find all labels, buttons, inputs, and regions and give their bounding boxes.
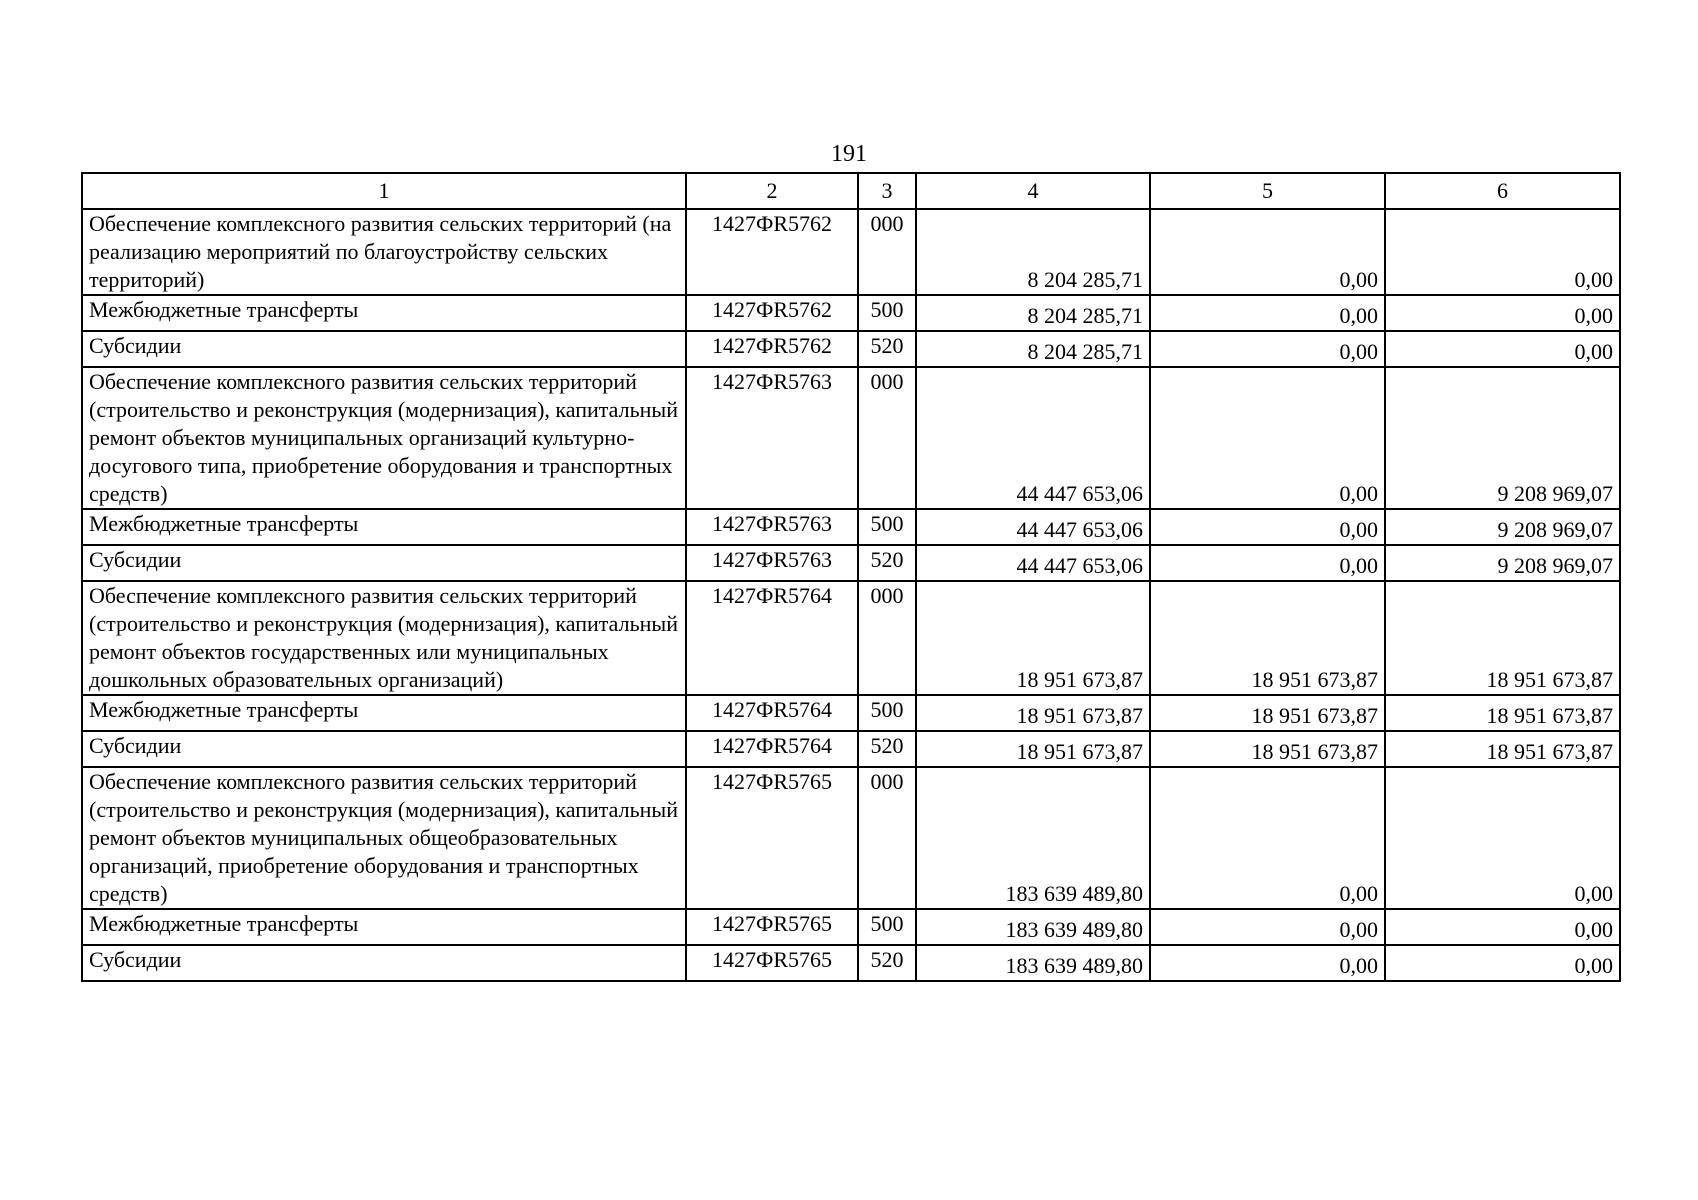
amount-col6-cell: 9 208 969,07	[1385, 367, 1620, 509]
target-article-code-cell: 1427ФR5765	[686, 767, 858, 909]
amount-col6-cell: 9 208 969,07	[1385, 509, 1620, 545]
amount-col4-cell: 8 204 285,71	[916, 209, 1150, 295]
target-article-code-cell: 1427ФR5764	[686, 731, 858, 767]
amount-col5-cell: 0,00	[1150, 295, 1385, 331]
target-article-code-cell: 1427ФR5763	[686, 545, 858, 581]
expense-type-code-cell: 000	[858, 581, 916, 695]
row-name-cell: Обеспечение комплексного развития сельских территорий (строительство и реконструкция (модернизация), капитальный ремонт объектов муниципальных организаций культурно-досугового типа, приобретение оборудования и транспортных средств)	[82, 367, 686, 509]
amount-col4-cell: 18 951 673,87	[916, 581, 1150, 695]
amount-col6-cell: 0,00	[1385, 331, 1620, 367]
page-number: 191	[831, 141, 867, 167]
table-row	[82, 331, 1620, 367]
expense-type-code-cell: 000	[858, 209, 916, 295]
table-row	[82, 581, 1620, 695]
table-row	[82, 367, 1620, 509]
amount-col6-cell: 0,00	[1385, 295, 1620, 331]
row-name-cell: Межбюджетные трансферты	[82, 509, 686, 545]
table-row	[82, 509, 1620, 545]
row-name-cell: Обеспечение комплексного развития сельских территорий (строительство и реконструкция (модернизация), капитальный ремонт объектов муниципальных общеобразовательных организаций, приобретение оборудования и транспортных средств)	[82, 767, 686, 909]
expense-type-code-cell: 000	[858, 367, 916, 509]
row-name-cell: Субсидии	[82, 331, 686, 367]
expense-type-code-cell: 000	[858, 767, 916, 909]
column-header: 3	[858, 173, 916, 209]
target-article-code-cell: 1427ФR5764	[686, 695, 858, 731]
amount-col4-cell: 8 204 285,71	[916, 295, 1150, 331]
table-row	[82, 695, 1620, 731]
row-name-cell: Обеспечение комплексного развития сельских территорий (на реализацию мероприятий по благоустройству сельских территорий)	[82, 209, 686, 295]
target-article-code-cell: 1427ФR5763	[686, 367, 858, 509]
table-row	[82, 945, 1620, 981]
amount-col5-cell: 0,00	[1150, 367, 1385, 509]
expense-type-code-cell: 520	[858, 945, 916, 981]
amount-col5-cell: 0,00	[1150, 209, 1385, 295]
amount-col4-cell: 183 639 489,80	[916, 909, 1150, 945]
row-name-cell: Субсидии	[82, 731, 686, 767]
amount-col5-cell: 0,00	[1150, 909, 1385, 945]
amount-col5-cell: 0,00	[1150, 545, 1385, 581]
table-row	[82, 909, 1620, 945]
expense-type-code-cell: 500	[858, 295, 916, 331]
amount-col5-cell: 0,00	[1150, 945, 1385, 981]
row-name-cell: Обеспечение комплексного развития сельских территорий (строительство и реконструкция (модернизация), капитальный ремонт объектов государственных или муниципальных дошкольных образовательных организаций)	[82, 581, 686, 695]
budget-table	[81, 172, 1621, 982]
amount-col5-cell: 18 951 673,87	[1150, 695, 1385, 731]
target-article-code-cell: 1427ФR5762	[686, 295, 858, 331]
target-article-code-cell: 1427ФR5763	[686, 509, 858, 545]
amount-col6-cell: 18 951 673,87	[1385, 581, 1620, 695]
table-row	[82, 295, 1620, 331]
amount-col5-cell: 18 951 673,87	[1150, 731, 1385, 767]
table-row	[82, 731, 1620, 767]
amount-col6-cell: 0,00	[1385, 909, 1620, 945]
amount-col4-cell: 18 951 673,87	[916, 731, 1150, 767]
amount-col4-cell: 183 639 489,80	[916, 945, 1150, 981]
amount-col5-cell: 0,00	[1150, 509, 1385, 545]
column-header: 2	[686, 173, 858, 209]
row-name-cell: Субсидии	[82, 545, 686, 581]
row-name-cell: Межбюджетные трансферты	[82, 909, 686, 945]
amount-col6-cell: 0,00	[1385, 767, 1620, 909]
expense-type-code-cell: 520	[858, 545, 916, 581]
target-article-code-cell: 1427ФR5765	[686, 945, 858, 981]
table-header-row	[82, 173, 1620, 209]
row-name-cell: Межбюджетные трансферты	[82, 695, 686, 731]
expense-type-code-cell: 500	[858, 909, 916, 945]
column-header: 6	[1385, 173, 1620, 209]
expense-type-code-cell: 520	[858, 731, 916, 767]
amount-col5-cell: 0,00	[1150, 331, 1385, 367]
amount-col6-cell: 9 208 969,07	[1385, 545, 1620, 581]
table-row	[82, 767, 1620, 909]
row-name-cell: Субсидии	[82, 945, 686, 981]
expense-type-code-cell: 500	[858, 695, 916, 731]
amount-col4-cell: 18 951 673,87	[916, 695, 1150, 731]
target-article-code-cell: 1427ФR5762	[686, 331, 858, 367]
amount-col6-cell: 18 951 673,87	[1385, 731, 1620, 767]
column-header: 1	[82, 173, 686, 209]
row-name-cell: Межбюджетные трансферты	[82, 295, 686, 331]
amount-col5-cell: 18 951 673,87	[1150, 581, 1385, 695]
expense-type-code-cell: 520	[858, 331, 916, 367]
amount-col4-cell: 44 447 653,06	[916, 509, 1150, 545]
amount-col6-cell: 0,00	[1385, 209, 1620, 295]
column-header: 5	[1150, 173, 1385, 209]
amount-col4-cell: 44 447 653,06	[916, 367, 1150, 509]
table-row	[82, 545, 1620, 581]
amount-col6-cell: 0,00	[1385, 945, 1620, 981]
amount-col4-cell: 183 639 489,80	[916, 767, 1150, 909]
target-article-code-cell: 1427ФR5762	[686, 209, 858, 295]
column-header: 4	[916, 173, 1150, 209]
amount-col4-cell: 44 447 653,06	[916, 545, 1150, 581]
expense-type-code-cell: 500	[858, 509, 916, 545]
amount-col6-cell: 18 951 673,87	[1385, 695, 1620, 731]
table-row	[82, 209, 1620, 295]
amount-col4-cell: 8 204 285,71	[916, 331, 1150, 367]
target-article-code-cell: 1427ФR5765	[686, 909, 858, 945]
target-article-code-cell: 1427ФR5764	[686, 581, 858, 695]
amount-col5-cell: 0,00	[1150, 767, 1385, 909]
